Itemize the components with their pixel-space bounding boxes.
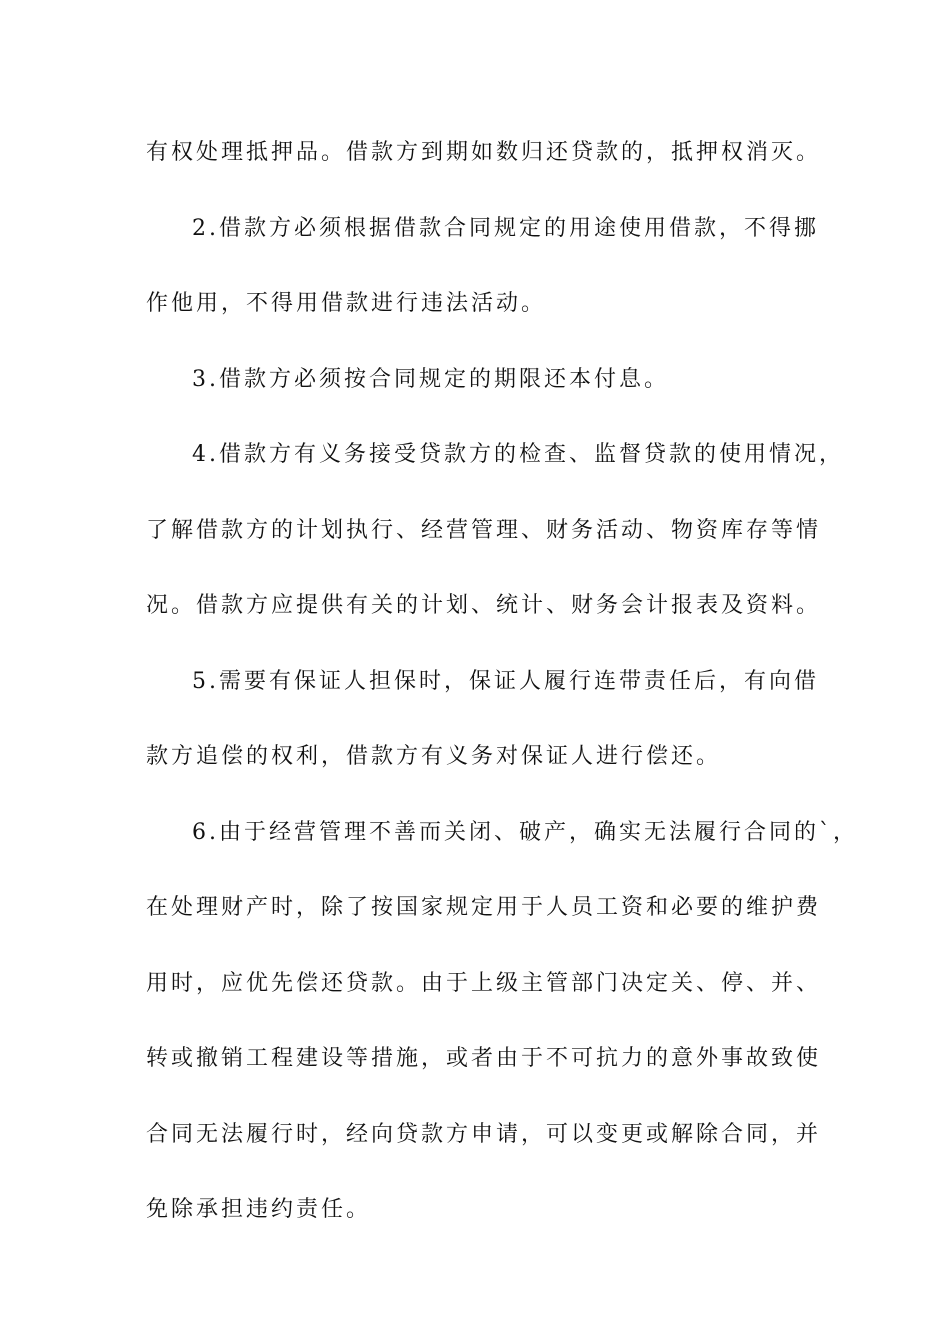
text-line: 有权处理抵押品。借款方到期如数归还贷款的，抵押权消灭。 (146, 140, 822, 165)
text-line: 了解借款方的计划执行、经营管理、财务活动、物资库存等情 (146, 517, 822, 543)
text-line: 款方追偿的权利，借款方有义务对保证人进行偿还。 (146, 744, 722, 769)
document-body (146, 131, 858, 1264)
text-line: 合同无法履行时，经向贷款方申请，可以变更或解除合同，并 (146, 1121, 822, 1147)
clause-5-line: 5.需要有保证人担保时，保证人履行连带责任后，有向借 (192, 668, 819, 694)
clause-4-line: 4.借款方有义务接受贷款方的检查、监督贷款的使用情况， (192, 442, 844, 467)
text-line: 用时，应优先偿还贷款。由于上级主管部门决定关、停、并、 (146, 970, 822, 996)
text-line: 作他用，不得用借款进行违法活动。 (146, 291, 547, 316)
clause-2-line: 2.借款方必须根据借款合同规定的用途使用借款，不得挪 (192, 215, 819, 241)
clause-3-line: 3.借款方必须按合同规定的期限还本付息。 (192, 366, 669, 392)
clause-6-line: 6.由于经营管理不善而关闭、破产，确实无法履行合同的`， (192, 819, 858, 845)
text-line: 免除承担违约责任。 (146, 1197, 372, 1222)
text-line: 在处理财产时，除了按国家规定用于人员工资和必要的维护费 (146, 895, 822, 920)
text-line: 转或撤销工程建设等措施，或者由于不可抗力的意外事故致使 (146, 1046, 822, 1071)
text-line: 况。借款方应提供有关的计划、统计、财务会计报表及资料。 (146, 593, 822, 618)
